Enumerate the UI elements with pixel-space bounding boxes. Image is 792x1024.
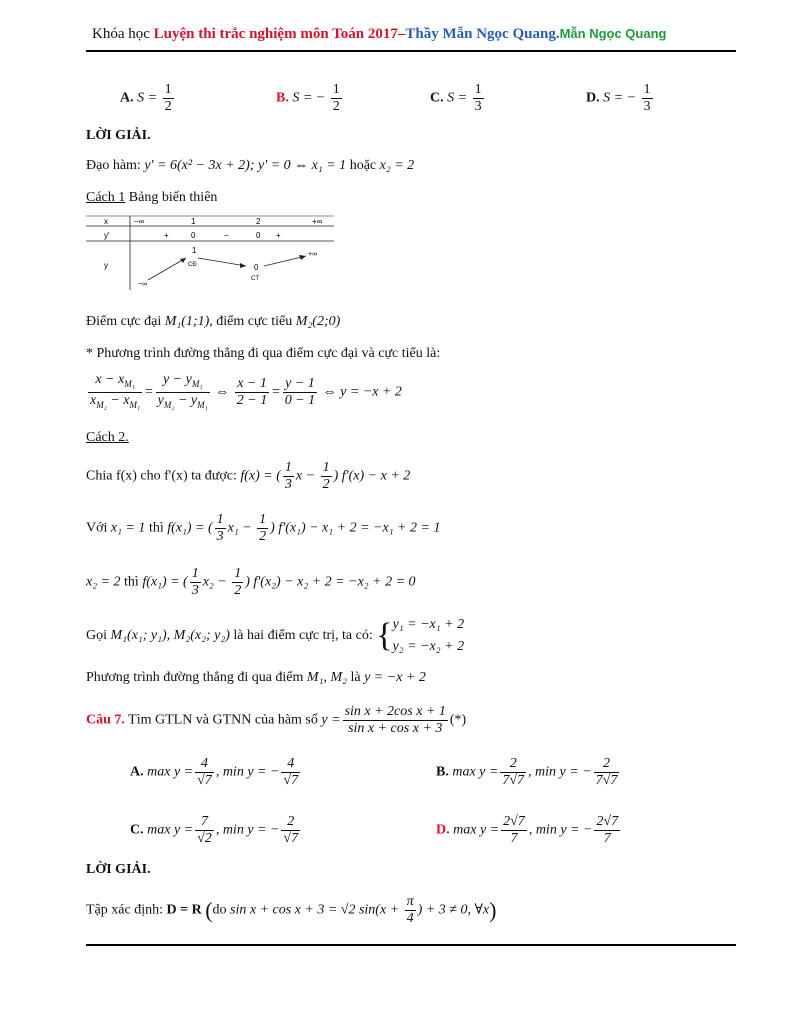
- option-label: C.: [430, 90, 444, 106]
- bbt-y-min-value: 0: [254, 263, 259, 272]
- bbt-y-max-value: 1: [192, 246, 197, 255]
- bbt-yp-label: y': [104, 231, 110, 240]
- option-fraction: $\frac{1}{2}$: [332, 82, 340, 114]
- goi-line: Gọi M₁(x₁; y₁), M₂(x₂; y₂) là hai điểm cực trị, ta có: { y₁ = −x₁ + 2 y₂ = −x₂ + 2: [86, 617, 465, 654]
- option-fraction: $\frac{1}{3}$: [474, 82, 482, 114]
- bbt-x-1: 1: [191, 217, 196, 226]
- bbt-y-pos-inf: +∞: [308, 251, 318, 258]
- dao-ham-line: Đạo hàm: y' = 6(x² − 3x + 2); y' = 0 ⇔ x₁ = 1 hoặc x₂ = 2: [86, 158, 415, 173]
- variation-table: [86, 214, 334, 290]
- bbt-yp-plus1: +: [164, 231, 169, 240]
- option-lhs: S =: [137, 90, 158, 106]
- bbt-yp-plus2: +: [276, 231, 281, 240]
- q6-option-b: [276, 82, 344, 115]
- q7-option-d: D. max y = $\frac{2√7}{7}$ , min y = − $\frac{2√7}{7}$: [436, 814, 619, 846]
- header-prefix: Khóa học: [92, 26, 154, 42]
- tap-xac-dinh-line: Tập xác định: D = R (do sin x + cos x + 3 = √2 sin(x + $\frac{\pi}{4}$ ) + 3 ≠ 0, ∀x): [86, 894, 497, 926]
- bbt-x-2: 2: [256, 217, 261, 226]
- bbt-x-pos-inf: +∞: [312, 217, 323, 226]
- header-course: Luyện thi trắc nghiệm môn Toán 2017: [153, 26, 398, 42]
- option-fraction: $\frac{1}{2}$: [164, 82, 172, 114]
- bbt-x-neg-inf: −∞: [134, 217, 145, 226]
- header-rule: [86, 50, 736, 52]
- pt-intro: * Phương trình đường thẳng đi qua điểm cực đại và cực tiểu là:: [86, 346, 441, 361]
- pt-line-equation: $\frac{x - x_{M_1}}{x_{M_2} - x_{M_1}}$ = $\frac{y - y_{M_1}}{y_{M_2} - y_{M_1}}$ ⇔ $\frac{x - 1}{2 - 1}$ = $\frac{y - 1}{0 - 1}$ ⇔ y = −x + 2: [90, 372, 402, 410]
- bbt-yp-zero1: 0: [191, 231, 196, 240]
- header-brand: Mẫn Ngọc Quang: [559, 26, 667, 41]
- cuc-tri-line: Điểm cực đại M₁(1;1), điểm cực tiểu M₂(2;0): [86, 314, 341, 329]
- page-header: [92, 26, 666, 43]
- cach2-heading: Cách 2.: [86, 430, 129, 445]
- option-lhs: S =: [447, 90, 468, 106]
- bbt-y-neg-inf: −∞: [138, 281, 148, 288]
- cach1-line: Cách 1 Bảng biến thiên: [86, 190, 218, 205]
- bbt-yp-zero2: 0: [256, 231, 261, 240]
- bbt-x-label: x: [104, 217, 108, 226]
- bbt-y-ct: CT: [251, 276, 259, 282]
- option-lhs: S = −: [292, 90, 326, 106]
- bbt-y-cd: CĐ: [188, 262, 197, 268]
- option-fraction: $\frac{1}{3}$: [643, 82, 651, 114]
- q6-option-d: [586, 82, 655, 115]
- pt-final-line: Phương trình đường thẳng đi qua điểm M₁, M₂ là y = −x + 2: [86, 670, 426, 685]
- q7-option-b: B. max y = $\frac{2}{7√7}$ , min y = − $\frac{2}{7√7}$: [436, 756, 618, 788]
- chia-line: Chia f(x) cho f'(x) ta được: f(x) = ( $\frac{1}{3}$ x − $\frac{1}{2}$ ) f'(x) − x + 2: [86, 460, 411, 492]
- bbt-y-label: y: [104, 261, 108, 270]
- option-label: B.: [276, 90, 289, 106]
- bbt-yp-minus: −: [224, 231, 229, 240]
- q7-option-c: C. max y = $\frac{7}{√2}$ , min y = − $\frac{2}{√7}$: [130, 814, 299, 846]
- voi-line: Với x₁ = 1 thì f(x₁) = ( $\frac{1}{3}$ x₁ − $\frac{1}{2}$ ) f'(x₁) − x₁ + 2 = −x₁ + 2 = 1: [86, 512, 441, 544]
- q7-option-a: A. max y = $\frac{4}{√7}$ , min y = − $\frac{4}{√7}$: [130, 756, 299, 788]
- option-label: D.: [586, 90, 600, 106]
- header-teacher: Thầy Mẫn Ngọc Quang.: [405, 26, 560, 42]
- loi-giai-heading: LỜI GIẢI.: [86, 128, 151, 143]
- option-lhs: S = −: [603, 90, 637, 106]
- header-sep: –: [397, 26, 406, 42]
- option-label: A.: [120, 90, 134, 106]
- q6-option-a: [120, 82, 176, 115]
- q6-option-c: [430, 82, 486, 115]
- loi-giai-heading-2: LỜI GIẢI.: [86, 862, 151, 877]
- cau7-question: Câu 7. Tìm GTLN và GTNN của hàm số y = $\frac{\text{sin x + 2cos x + 1}}{\text{sin x + cos x + 3}}$ (*): [86, 704, 467, 736]
- footer-rule: [86, 944, 736, 946]
- x2-line: x₂ = 2 thì f(x₁) = ( $\frac{1}{3}$ x₂ − $\frac{1}{2}$ ) f'(x₂) − x₂ + 2 = −x₂ + 2 = 0: [86, 566, 416, 598]
